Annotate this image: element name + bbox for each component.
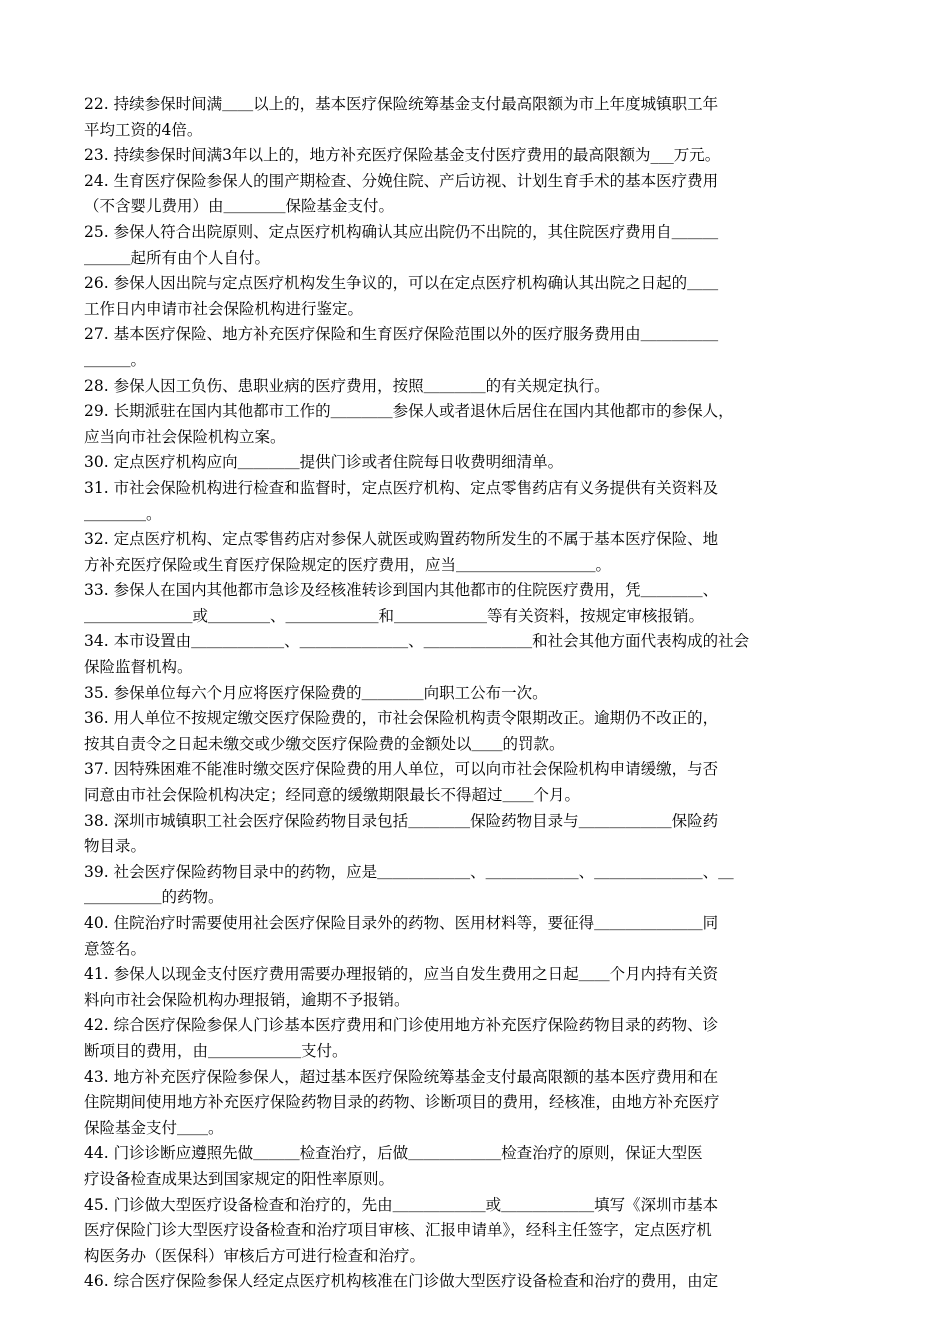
text-line: 医疗保险门诊大型医疗设备检查和治疗项目审核、汇报申请单》，经科主任签字，定点医疗机 [84, 1221, 712, 1240]
text-line: ＿＿＿＿＿＿＿或＿＿＿＿、＿＿＿＿＿＿和＿＿＿＿＿＿等有关资料，按规定审核报销。 [84, 606, 705, 625]
text-line: 39. 社会医疗保险药物目录中的药物，应是＿＿＿＿＿＿、＿＿＿＿＿＿、＿＿＿＿＿＿＿、＿ [84, 862, 734, 881]
text-line: ＿＿＿＿。 [84, 504, 162, 523]
text-line: 疗设备检查成果达到国家规定的阳性率原则。 [84, 1169, 395, 1188]
text-line: 方补充医疗保险或生育医疗保险规定的医疗费用，应当＿＿＿＿＿＿＿＿＿。 [84, 555, 612, 574]
text-line: 37. 因特殊困难不能准时缴交医疗保险费的用人单位，可以向市社会保险机构申请缓缴，与否 [84, 760, 719, 779]
text-line: 工作日内申请市社会保险机构进行鉴定。 [84, 299, 364, 318]
text-line: 43. 地方补充医疗保险参保人，超过基本医疗保险统筹基金支付最高限额的基本医疗费用和在 [84, 1067, 719, 1086]
text-line: ＿＿＿。 [84, 350, 147, 369]
text-line: 同意由市社会保险机构决定；经同意的缓缴期限最长不得超过＿＿个月。 [84, 786, 581, 805]
text-line: 35. 参保单位每六个月应将医疗保险费的＿＿＿＿向职工公布一次。 [84, 683, 548, 702]
text-line: 断项目的费用，由＿＿＿＿＿＿支付。 [84, 1041, 348, 1060]
text-line: 住院期间使用地方补充医疗保险药物目录的药物、诊断项目的费用，经核准，由地方补充医疗 [84, 1093, 720, 1112]
text-line: 36. 用人单位不按规定缴交医疗保险费的，市社会保险机构责令限期改正。逾期仍不改正的， [84, 709, 719, 728]
text-line: ＿＿＿起所有由个人自付。 [84, 248, 271, 267]
text-line: （不含婴儿费用）由＿＿＿＿保险基金支付。 [84, 197, 395, 216]
text-line: 40. 住院治疗时需要使用社会医疗保险目录外的药物、医用材料等，要征得＿＿＿＿＿＿＿同 [84, 914, 719, 932]
text-line: ＿＿＿＿＿的药物。 [84, 888, 224, 907]
text-line: 物目录。 [84, 837, 147, 856]
text-line: 22. 持续参保时间满＿＿以上的，基本医疗保险统筹基金支付最高限额为市上年度城镇职工年 [84, 95, 719, 113]
text-line: 33. 参保人在国内其他都市急诊及经核准转诊到国内其他都市的住院医疗费用，凭＿＿＿＿、 [84, 581, 719, 600]
text-line: 41. 参保人以现金支付医疗费用需要办理报销的，应当自发生费用之日起＿＿个月内持有关资 [84, 965, 719, 984]
text-line: 平均工资的4倍。 [84, 120, 203, 139]
text-line: 34. 本市设置由＿＿＿＿＿＿、＿＿＿＿＿＿＿、＿＿＿＿＿＿＿和社会其他方面代表构成的社会 [84, 632, 750, 651]
document-body [84, 92, 872, 1295]
text-line: 构医务办（医保科）审核后方可进行检查和治疗。 [84, 1246, 426, 1265]
text-line: 保险基金支付＿＿。 [84, 1118, 224, 1137]
text-line: 26. 参保人因出院与定点医疗机构发生争议的，可以在定点医疗机构确认其出院之日起的＿＿ [84, 274, 719, 293]
text-line: 31. 市社会保险机构进行检查和监督时，定点医疗机构、定点零售药店有义务提供有关资料及 [84, 478, 719, 497]
text-line: 24. 生育医疗保险参保人的围产期检查、分娩住院、产后访视、计划生育手术的基本医疗费用 [84, 171, 719, 190]
text-line: 按其自责令之日起未缴交或少缴交医疗保险费的金额处以＿＿的罚款。 [84, 734, 565, 753]
text-line: 29. 长期派驻在国内其他都市工作的＿＿＿＿参保人或者退休后居住在国内其他都市的参保人， [84, 402, 734, 421]
text-line: 料向市社会保险机构办理报销，逾期不予报销。 [84, 990, 410, 1009]
text-line: 应当向市社会保险机构立案。 [84, 427, 286, 446]
text-line: 30. 定点医疗机构应向＿＿＿＿提供门诊或者住院每日收费明细清单。 [84, 453, 564, 472]
text-line: 44. 门诊诊断应遵照先做＿＿＿检查治疗，后做＿＿＿＿＿＿检查治疗的原则，保证大型医 [84, 1144, 703, 1163]
text-line: 46. 综合医疗保险参保人经定点医疗机构核准在门诊做大型医疗设备检查和治疗的费用，由定 [84, 1272, 719, 1291]
text-line: 32. 定点医疗机构、定点零售药店对参保人就医或购置药物所发生的不属于基本医疗保险、地 [84, 530, 719, 549]
text-line: 保险监督机构。 [84, 658, 193, 677]
text-line: 28. 参保人因工负伤、患职业病的医疗费用，按照＿＿＿＿的有关规定执行。 [84, 376, 610, 395]
text-line: 23. 持续参保时间满3年以上的，地方补充医疗保险基金支付医疗费用的最高限额为___万元。 [84, 146, 721, 165]
text-line: 27. 基本医疗保险、地方补充医疗保险和生育医疗保险范围以外的医疗服务费用由＿＿＿＿＿ [84, 325, 719, 344]
text-line: 38. 深圳市城镇职工社会医疗保险药物目录包括＿＿＿＿保险药物目录与＿＿＿＿＿＿保险药 [84, 811, 719, 830]
text-line: 42. 综合医疗保险参保人门诊基本医疗费用和门诊使用地方补充医疗保险药物目录的药物、诊 [84, 1016, 719, 1035]
text-line: 45. 门诊做大型医疗设备检查和治疗的，先由＿＿＿＿＿＿或＿＿＿＿＿＿填写《深圳市基本 [84, 1195, 719, 1214]
text-line: 25. 参保人符合出院原则、定点医疗机构确认其应出院仍不出院的，其住院医疗费用自＿＿＿ [84, 222, 719, 241]
text-line: 意签名。 [84, 939, 147, 958]
